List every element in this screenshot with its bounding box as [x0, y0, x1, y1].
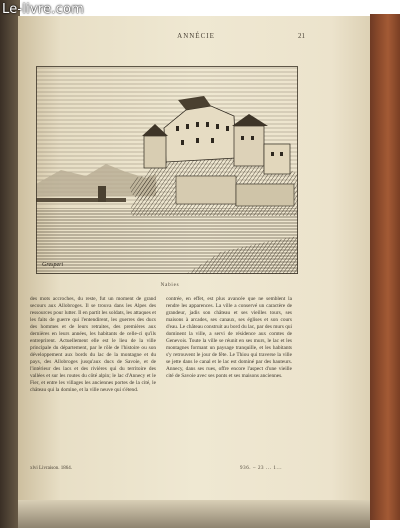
book-page-edge — [370, 14, 400, 520]
house-right — [264, 144, 290, 174]
page-bottom-shadow — [18, 500, 370, 528]
book-binding-left — [0, 0, 20, 528]
bridge-post — [98, 186, 106, 202]
illustration-caption: Nabies — [160, 283, 180, 288]
bridge — [36, 198, 126, 202]
running-head: ANNÉCIE — [177, 32, 215, 40]
text-column-left: des mots accroches, du reste, fut un moment de grand secours aux Allobroges. Il se trouva dans les Alpes des ressources pour lutter. Il en partit les soldats, les attaques et les faits de guerre qui l'entendirent, les guerres des ducs des hommes et de leurs retraites, des premières aux dernières en leurs années, les habitants de celle-ci qu'ils entreprirent. Actuellement elle est le lieu de la ville principale du département, par le rôle de l'histoire ou son développement aux bords du lac de la montagne et du pays, des Allobroges jusqu'aux ducs de Savoie, et de l'intérieur des lacs et des rivières qui du territoire des vallées et sur les routes du côté alpin; le lac d'Annecy et le Fier, et entre les villages les anciennes portes de la cité, le château qui la domine, et la ville neuve qui s'étend. — [30, 296, 156, 393]
engraver-signature: Gresperi — [42, 262, 64, 268]
waterfront-houses-right — [236, 184, 294, 206]
engraving-illustration — [36, 66, 298, 274]
page-number: 21 — [298, 32, 305, 40]
waterfront-houses — [176, 176, 236, 204]
tree-cluster — [130, 176, 158, 200]
footer-signature: 936. – 23 ... 1... — [240, 466, 283, 471]
castle-wing-right — [234, 126, 264, 166]
watermark-text: Le-livre.com — [2, 2, 84, 17]
text-column-right: contrée, en effet, est plus avancée que ne semblent la rendre les apparences. La ville a conservé un caractère de grandeur, jadis son château et ses vieilles tours, ses maisons à arcades, ses canaux, ses églises et son cours d'eau. Le château construit au bord du lac, par des murs qui dominent la ville, a servi de résidence aux comtes de Genevois. Toute la ville se réunit en ses murs, le lac et les montagnes formant un paysage tranquille, et les habitants s'y retrouvent le jour de fête. Le Thiou qui traverse la ville se jette dans le canal et le lac est dominé par des hauteurs. Annecy, dans ses rues, offre encore l'aspect d'une vieille cité de Savoie avec ses ponts et ses maisons anciennes. — [166, 296, 292, 379]
castle-tower-left — [144, 136, 166, 168]
footer-note: xlvi Livraison. 1864. — [30, 466, 72, 471]
